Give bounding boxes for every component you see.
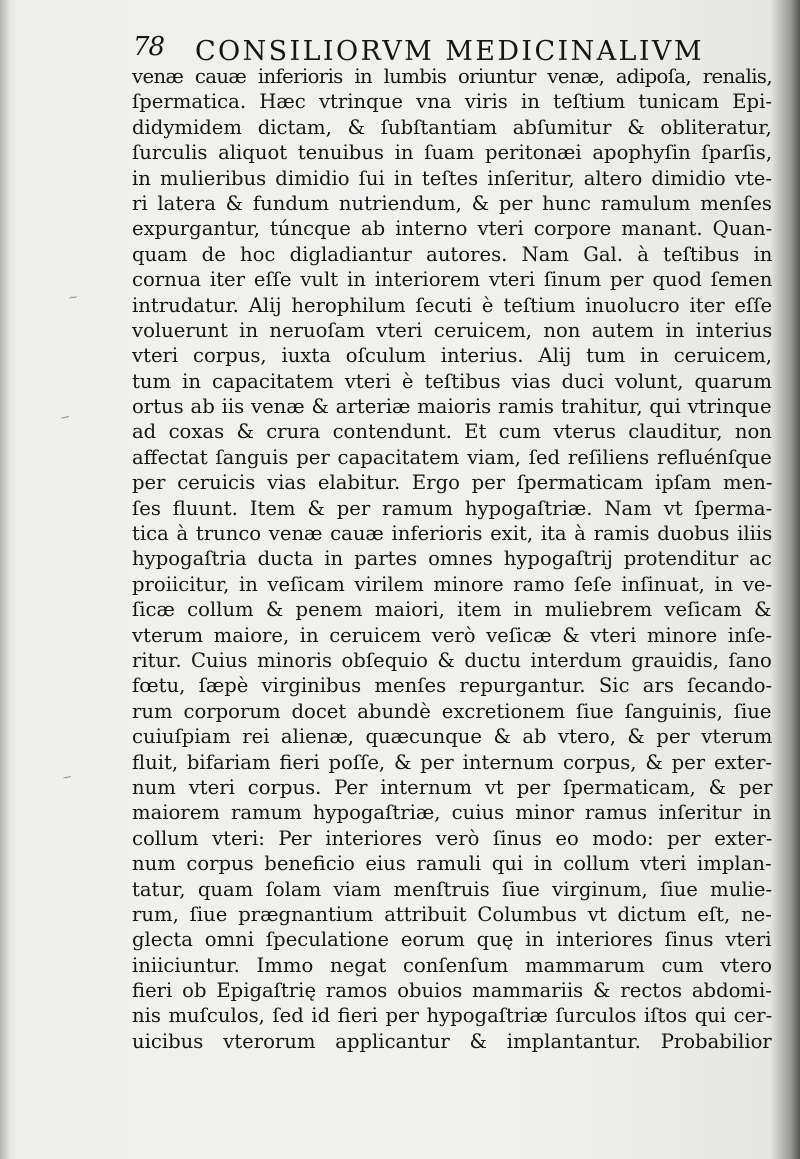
text-line: ſurculis aliquot tenuibus in ſuam peritonæi apophyſin ſparſis, <box>132 141 773 165</box>
text-line: quam de hoc digladiantur autores. Nam Gal. à teſtibus in <box>132 242 773 266</box>
text-line: ortus ab iis venæ & arteriæ maioris ramis trahitur, qui vtrinque <box>132 395 772 419</box>
text-line: rum corporum docet abundè excretionem ſiue ſanguinis, ſiue <box>132 699 772 723</box>
text-line: fluit, bifariam fieri poſſe, & per internum corpus, & per exter- <box>132 750 773 774</box>
text-line: venæ cauæ inferioris in lumbis oriuntur venæ, adipoſa, renalis, <box>132 65 773 88</box>
text-line: maiorem ramum hypogaſtriæ, cuius minor ramus inſeritur in <box>132 801 772 825</box>
text-line: glecta omni ſpeculatione eorum quę in interiores ſinus vteri <box>132 928 772 952</box>
text-line: collum vteri: Per interiores verò ſinus eo modo: per exter- <box>132 826 773 850</box>
text-line: per ceruicis vias elabitur. Ergo per ſpermaticam ipſam men- <box>132 471 773 495</box>
text-line: ri latera & fundum nutriendum, & per hunc ramulum menſes <box>132 191 772 215</box>
text-line: voluerunt in neruoſam vteri ceruicem, non autem in interius <box>132 318 773 342</box>
page-edge-shadow <box>772 0 800 1159</box>
text-line: rum, ſiue prægnantium attribuit Columbus vt dictum eſt, ne- <box>132 902 772 926</box>
margin-smudge: − <box>60 769 74 785</box>
text-line: tica à trunco venæ cauæ inferioris exit, ita à ramis duobus iliis <box>132 522 773 546</box>
text-line: fieri ob Epigaſtrię ramos obuios mammariis & rectos abdomi- <box>132 979 772 1003</box>
text-line: intrudatur. Alij herophilum ſecuti è teſtium inuolucro iter eſſe <box>132 293 773 317</box>
text-line: vterum maiore, in ceruicem verò veſicæ & vteri minore inſe- <box>132 623 773 647</box>
page-number: 78 <box>133 32 165 62</box>
text-line: vteri corpus, iuxta oſculum interius. Alij tum in ceruicem, <box>132 344 772 368</box>
text-line: fœtu, ſæpè virginibus menſes repurgantur. Sic ars ſecando- <box>132 674 773 698</box>
text-line: num vteri corpus. Per internum vt per ſpermaticam, & per <box>132 775 773 799</box>
text-line: expurgantur, túncque ab interno vteri corpore manant. Quan- <box>132 217 773 241</box>
text-line: cornua iter eſſe vult in interiorem vteri ſinum per quod ſemen <box>132 268 773 292</box>
text-line: didymidem dictam, & ſubſtantiam abſumitur & obliteratur, <box>132 115 772 139</box>
text-line: ſes fluunt. Item & per ramum hypogaſtriæ. Nam vt ſperma- <box>132 496 773 520</box>
text-line: num corpus beneficio eius ramuli qui in collum vteri implan- <box>132 852 772 876</box>
text-line: hypogaſtria ducta in partes omnes hypogaſtrij protenditur ac <box>132 547 772 571</box>
margin-smudge: − <box>58 409 72 425</box>
margin-smudge: ~ <box>66 289 80 305</box>
running-title: CONSILIORVM MEDICINALIVM <box>195 36 704 67</box>
text-line: iniiciuntur. Immo negat conſenſum mammarum cum vtero <box>132 953 773 977</box>
page-gutter-shadow <box>0 0 10 1159</box>
text-line: cuiuſpiam rei alienæ, quæcunque & ab vtero, & per vterum <box>132 725 773 749</box>
text-line: nis muſculos, ſed id fieri per hypogaſtriæ ſurculos iſtos qui cer- <box>132 1004 773 1028</box>
text-line: ſpermatica. Hæc vtrinque vna viris in teſtium tunicam Epi- <box>132 90 772 114</box>
text-line: proiicitur, in veſicam virilem minore ramo ſeſe inſinuat, in ve- <box>132 572 773 596</box>
text-line: tum in capacitatem vteri è teſtibus vias duci volunt, quarum <box>132 369 772 393</box>
text-line: affectat ſanguis per capacitatem viam, ſed reſiliens refluénſque <box>132 445 772 469</box>
text-line: ſicæ collum & penem maiori, item in muliebrem veſicam & <box>132 598 772 622</box>
text-line: tatur, quam ſolam viam menſtruis ſiue virginum, ſiue mulie- <box>132 877 773 901</box>
body-text <box>132 64 772 1054</box>
text-line: in mulieribus dimidio ſui in teſtes inſeritur, altero dimidio vte- <box>132 166 772 190</box>
text-line: uicibus vterorum applicantur & implantantur. Probabilior <box>132 1029 772 1053</box>
text-line: ritur. Cuius minoris obſequio & ductu interdum grauidis, ſano <box>132 648 772 672</box>
text-line: ad coxas & crura contendunt. Et cum vterus clauditur, non <box>132 420 772 444</box>
